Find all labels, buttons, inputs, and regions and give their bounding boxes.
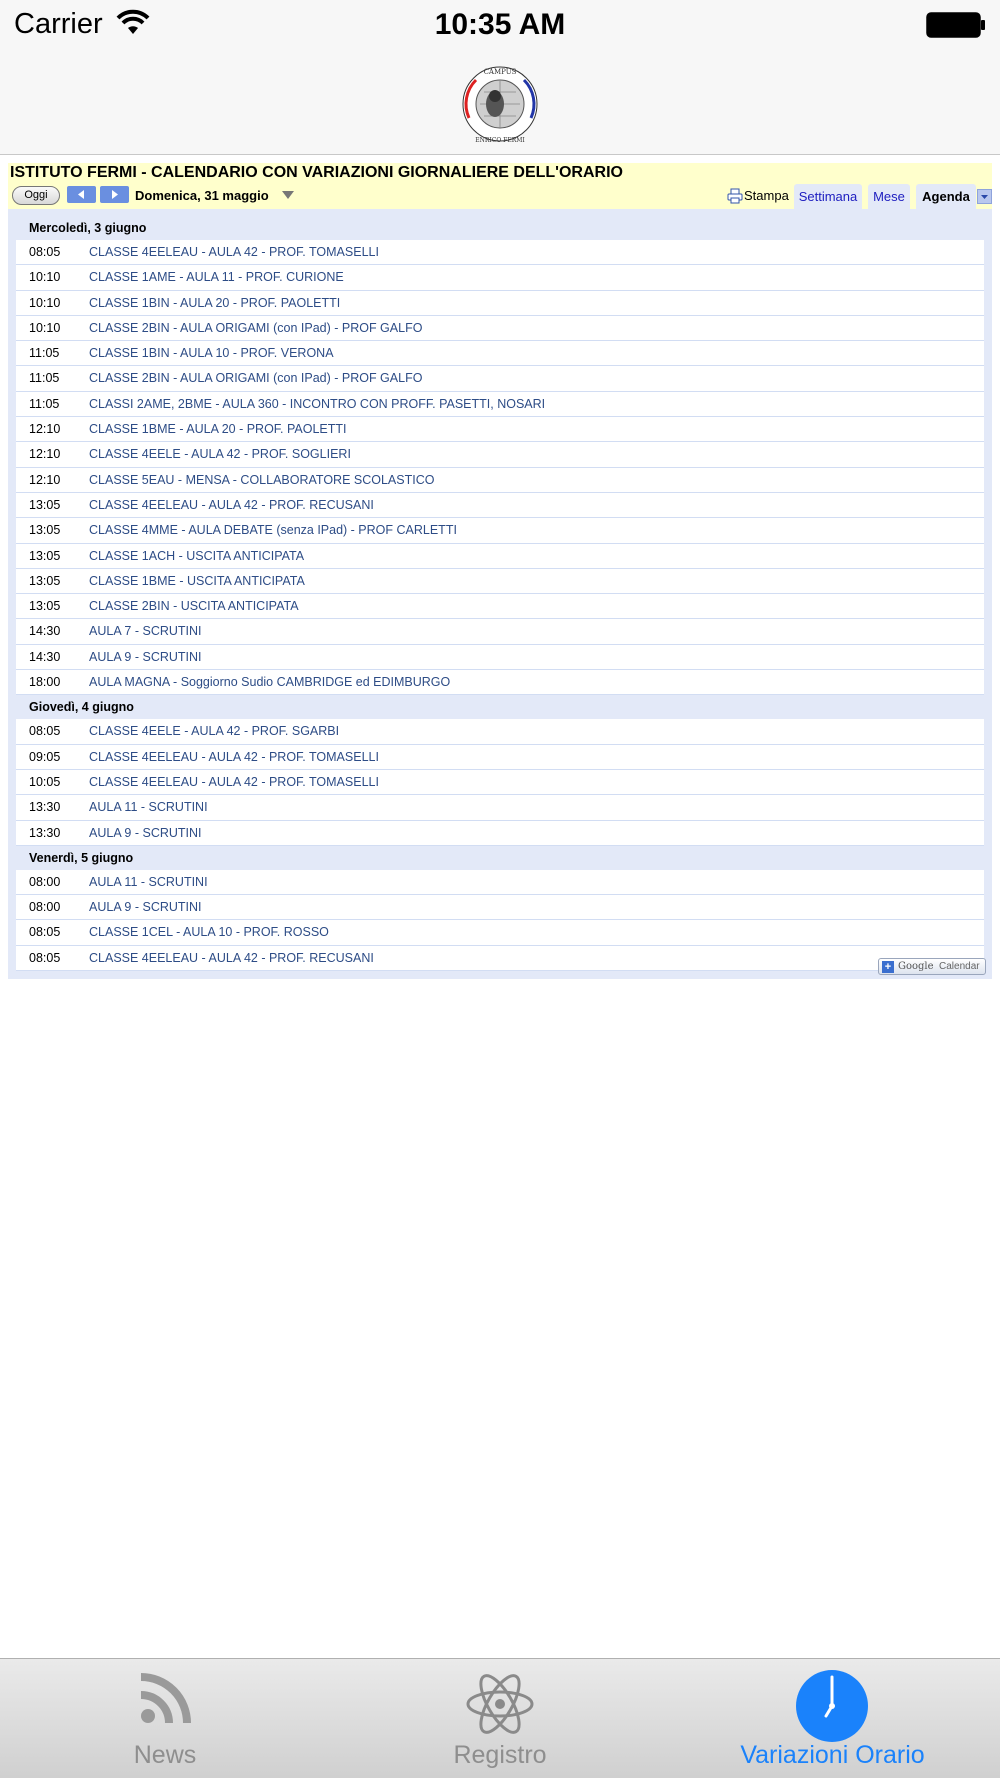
event-title[interactable]: CLASSE 1CEL - AULA 10 - PROF. ROSSO: [89, 925, 329, 940]
event-title[interactable]: CLASSE 1BIN - AULA 20 - PROF. PAOLETTI: [89, 295, 341, 310]
event-row[interactable]: [16, 594, 984, 619]
event-row[interactable]: [16, 895, 984, 920]
event-title[interactable]: AULA 7 - SCRUTINI: [89, 624, 202, 639]
agenda-list[interactable]: [16, 216, 984, 965]
event-title[interactable]: AULA 9 - SCRUTINI: [89, 649, 202, 664]
event-title[interactable]: CLASSE 4EELE - AULA 42 - PROF. SOGLIERI: [89, 447, 351, 462]
event-title[interactable]: AULA 11 - SCRUTINI: [89, 800, 208, 815]
event-title[interactable]: AULA 9 - SCRUTINI: [89, 825, 202, 840]
day-header: Venerdì, 5 giugno: [16, 846, 984, 870]
event-row[interactable]: [16, 544, 984, 569]
event-title[interactable]: CLASSE 1BME - USCITA ANTICIPATA: [89, 573, 305, 588]
event-time: 18:00: [29, 675, 61, 690]
event-time: 14:30: [29, 649, 61, 664]
event-row[interactable]: [16, 619, 984, 644]
event-title[interactable]: CLASSE 4EELEAU - AULA 42 - PROF. RECUSANI: [89, 950, 374, 965]
tab-label: Variazioni Orario: [740, 1741, 925, 1769]
event-title[interactable]: CLASSE 1BME - AULA 20 - PROF. PAOLETTI: [89, 422, 347, 437]
event-title[interactable]: CLASSE 1AME - AULA 11 - PROF. CURIONE: [89, 270, 344, 285]
event-title[interactable]: CLASSE 2BIN - AULA ORIGAMI (con IPad) - PROF GALFO: [89, 371, 423, 386]
calendar-label: Calendar: [939, 961, 980, 972]
svg-text:ENRICO FERMI: ENRICO FERMI: [475, 137, 525, 144]
event-row[interactable]: [16, 670, 984, 695]
event-time: 12:10: [29, 472, 61, 487]
event-row[interactable]: [16, 493, 984, 518]
chevron-down-icon: [978, 190, 991, 203]
event-time: 12:10: [29, 422, 61, 437]
atom-icon: [465, 1669, 535, 1739]
event-time: 08:00: [29, 874, 61, 889]
event-time: 10:10: [29, 270, 61, 285]
event-title[interactable]: CLASSE 4EELEAU - AULA 42 - PROF. RECUSANI: [89, 497, 374, 512]
event-time: 08:05: [29, 245, 61, 259]
dropdown-arrow-icon[interactable]: [282, 191, 294, 199]
event-time: 13:30: [29, 825, 61, 840]
event-row[interactable]: [16, 870, 984, 895]
event-row[interactable]: [16, 316, 984, 341]
event-row[interactable]: [16, 920, 984, 945]
tab-variazioni-orario[interactable]: [700, 1659, 965, 1779]
event-row[interactable]: [16, 821, 984, 846]
event-title[interactable]: CLASSE 4EELE - AULA 42 - PROF. SGARBI: [89, 724, 340, 739]
event-row[interactable]: [16, 240, 984, 265]
event-time: 08:00: [29, 900, 61, 915]
event-time: 13:05: [29, 548, 61, 563]
event-title[interactable]: AULA 11 - SCRUTINI: [89, 874, 208, 889]
calendar-footer: [8, 955, 992, 979]
event-time: 09:05: [29, 749, 61, 764]
event-title[interactable]: CLASSE 5EAU - MENSA - COLLABORATORE SCOLASTICO: [89, 472, 435, 487]
event-time: 11:05: [29, 346, 60, 361]
tab-registro[interactable]: [410, 1659, 590, 1779]
day-header: Mercoledì, 3 giugno: [16, 216, 984, 240]
event-title[interactable]: CLASSE 1BIN - AULA 10 - PROF. VERONA: [89, 346, 334, 361]
arrow-left-icon: [67, 186, 96, 203]
event-title[interactable]: CLASSE 2BIN - USCITA ANTICIPATA: [89, 599, 299, 614]
event-time: 10:10: [29, 320, 61, 335]
battery-icon: [926, 12, 986, 38]
event-row[interactable]: [16, 442, 984, 467]
school-logo: [460, 62, 540, 146]
event-row[interactable]: [16, 265, 984, 290]
event-time: 08:05: [29, 925, 61, 940]
event-row[interactable]: [16, 645, 984, 670]
status-bar: [0, 0, 1000, 50]
event-row[interactable]: [16, 745, 984, 770]
event-time: 08:05: [29, 950, 61, 965]
event-time: 10:10: [29, 295, 61, 310]
event-time: 13:30: [29, 800, 61, 815]
event-title[interactable]: CLASSE 2BIN - AULA ORIGAMI (con IPad) - PROF GALFO: [89, 320, 423, 335]
print-link[interactable]: Stampa: [744, 188, 789, 203]
day-header: Giovedì, 4 giugno: [16, 695, 984, 719]
event-row[interactable]: [16, 417, 984, 442]
arrow-right-icon: [100, 186, 129, 203]
tab-month[interactable]: Mese: [868, 184, 910, 209]
event-row[interactable]: [16, 518, 984, 543]
calendar-toolbar: [8, 163, 992, 209]
event-time: 11:05: [29, 371, 60, 386]
day-group: [16, 695, 984, 845]
tab-news[interactable]: [75, 1659, 255, 1779]
today-button[interactable]: Oggi: [12, 186, 60, 205]
event-row[interactable]: [16, 468, 984, 493]
event-title[interactable]: AULA 9 - SCRUTINI: [89, 900, 202, 915]
app-header: [0, 50, 1000, 155]
day-group: [16, 216, 984, 695]
status-time: 10:35 AM: [434, 8, 566, 41]
clock-icon: [795, 1669, 869, 1743]
tab-week[interactable]: Settimana: [794, 184, 862, 209]
tab-label: Registro: [453, 1741, 547, 1769]
google-label: Google: [898, 961, 934, 972]
event-time: 13:05: [29, 497, 61, 512]
event-time: 08:05: [29, 724, 61, 739]
svg-text:CAMPUS: CAMPUS: [483, 68, 517, 76]
event-row[interactable]: [16, 770, 984, 795]
print-icon[interactable]: [727, 188, 743, 204]
plus-icon: +: [882, 961, 894, 973]
event-time: 13:05: [29, 573, 61, 588]
event-title[interactable]: CLASSE 4EELEAU - AULA 42 - PROF. TOMASELLI: [89, 774, 379, 789]
event-row[interactable]: [16, 291, 984, 316]
event-row[interactable]: [16, 569, 984, 594]
event-row[interactable]: [16, 795, 984, 820]
event-time: 12:10: [29, 447, 61, 462]
next-button[interactable]: [100, 186, 129, 203]
event-time: 13:05: [29, 523, 61, 538]
event-title[interactable]: AULA MAGNA - Soggiorno Sudio CAMBRIDGE ed EDIMBURGO: [89, 675, 451, 690]
day-group: [16, 846, 984, 971]
event-time: 11:05: [29, 396, 60, 411]
google-calendar-badge[interactable]: [878, 958, 986, 975]
event-row[interactable]: [16, 392, 984, 417]
tab-bar: [0, 1658, 1000, 1778]
event-row[interactable]: [16, 719, 984, 744]
event-time: 14:30: [29, 624, 61, 639]
current-date[interactable]: Domenica, 31 maggio: [135, 188, 269, 203]
event-title[interactable]: CLASSE 4MME - AULA DEBATE (senza IPad) - PROF CARLETTI: [89, 523, 457, 538]
previous-button[interactable]: [67, 186, 96, 203]
calendar-title: ISTITUTO FERMI - CALENDARIO CON VARIAZIONI GIORNALIERE DELL'ORARIO: [10, 164, 623, 181]
event-title[interactable]: CLASSE 4EELEAU - AULA 42 - PROF. TOMASELLI: [89, 245, 379, 259]
event-row[interactable]: [16, 366, 984, 391]
tab-label: News: [133, 1741, 197, 1769]
view-menu-button[interactable]: [977, 189, 992, 204]
event-title[interactable]: CLASSE 4EELEAU - AULA 42 - PROF. TOMASELLI: [89, 749, 379, 764]
event-time: 10:05: [29, 774, 61, 789]
tab-agenda[interactable]: Agenda: [916, 184, 976, 209]
rss-icon: [135, 1669, 195, 1729]
calendar-widget: [8, 163, 992, 979]
event-time: 13:05: [29, 599, 61, 614]
event-row[interactable]: [16, 341, 984, 366]
carrier-label: Carrier: [14, 8, 103, 40]
event-title[interactable]: CLASSI 2AME, 2BME - AULA 360 - INCONTRO CON PROFF. PASETTI, NOSARI: [89, 396, 546, 411]
event-title[interactable]: CLASSE 1ACH - USCITA ANTICIPATA: [89, 548, 305, 563]
